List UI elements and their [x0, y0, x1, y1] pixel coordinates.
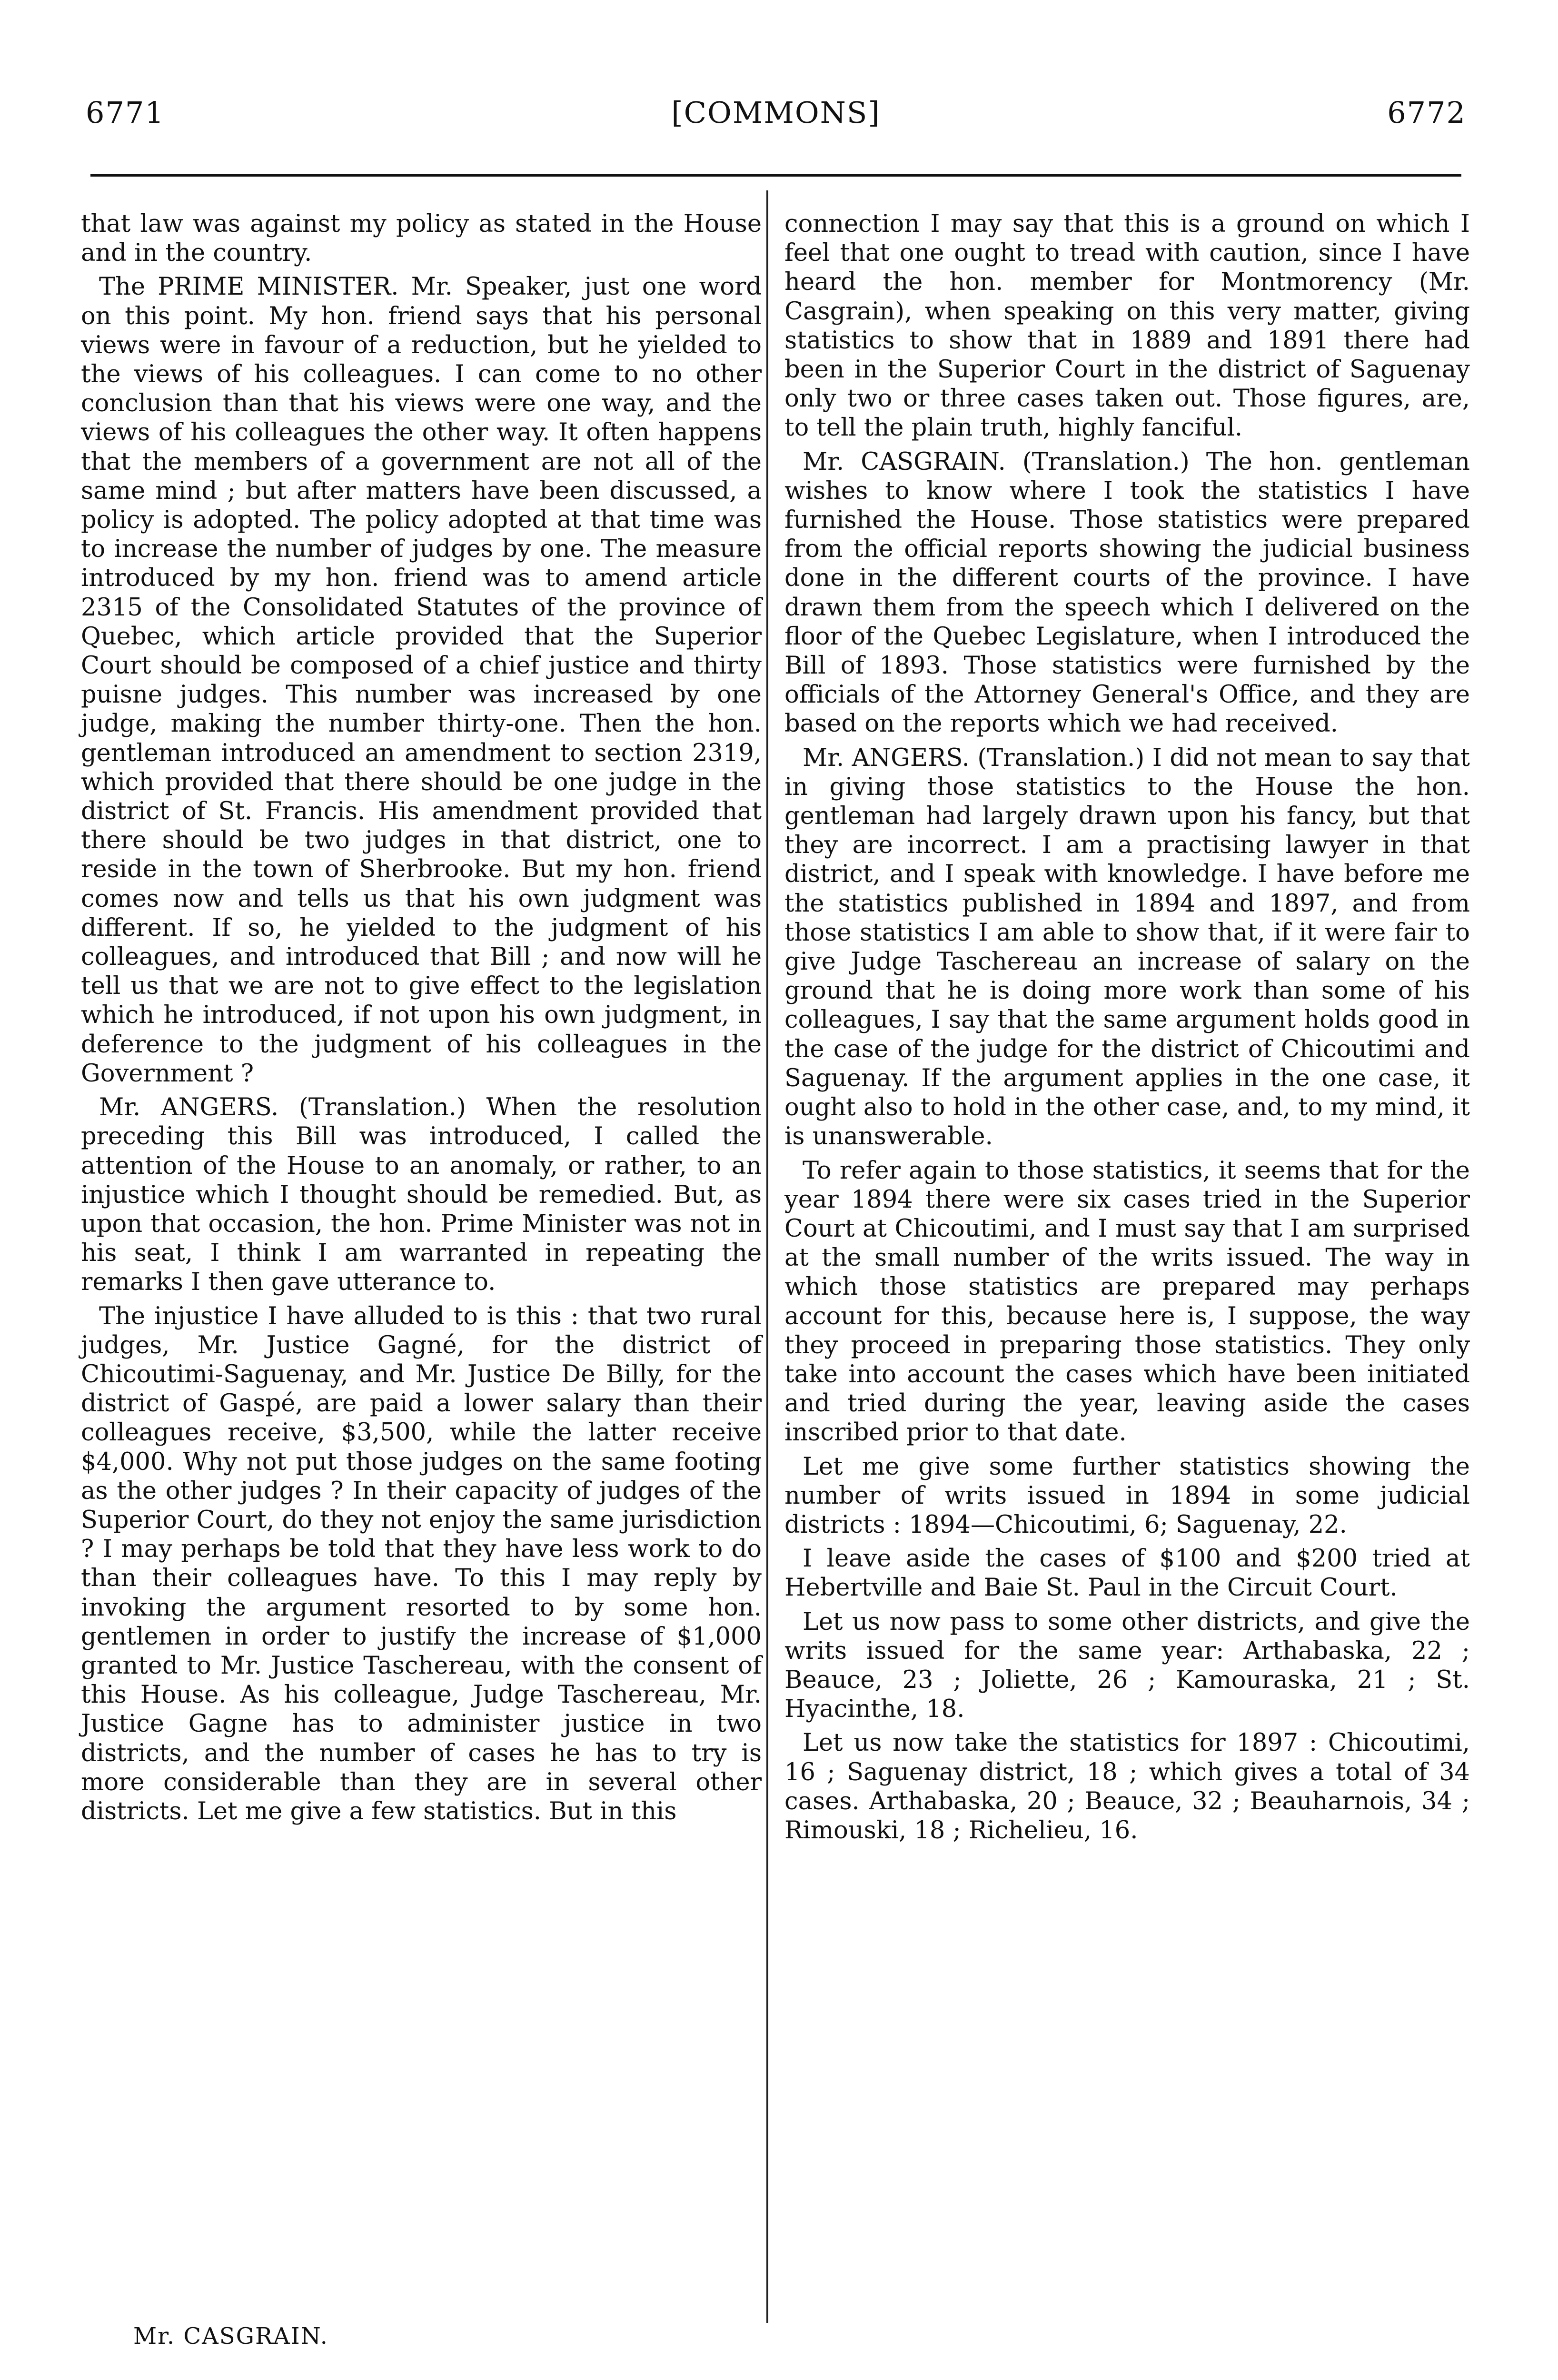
paragraph: To refer again to those statistics, it seems that for the year 1894 there were six cases tried in the Superior Court at Chicoutimi, and I must say that I am surprised at the small number of the writs issued. The way in which those statistics are prepared may perhaps account for this, because here is, I suppose, the way they proceed in preparing those statistics. They only take into account the cases which have been initiated and tried during the year, leaving aside the cases inscribed prior to that date.	[784, 1156, 1470, 1447]
paragraph: I leave aside the cases of $100 and $200 tried at Hebertville and Baie St. Paul in the Circuit Court.	[784, 1545, 1470, 1602]
paragraph: Mr. ANGERS. (Translation.) I did not mean to say that in giving those statistics to the House the hon. gentleman had largely drawn upon his fancy, but that they are incorrect. I am a practising lawyer in that district, and I speak with knowledge. I have before me the statistics published in 1894 and 1897, and from those statistics I am able to show that, if it were fair to give Judge Taschereau an increase of salary on the ground that he is doing more work than some of his colleagues, I say that the same argument holds good in the case of the judge for the district of Chicoutimi and Saguenay. If the argument applies in the one case, it ought also to hold in the other case, and, to my mind, it is unanswerable.	[784, 744, 1470, 1151]
paragraph: Let me give some further statistics showing the number of writs issued in 1894 in some judicial districts : 1894—Chicoutimi, 6; Saguenay, 22.	[784, 1452, 1470, 1539]
paragraph: Mr. ANGERS. (Translation.) When the resolution preceding this Bill was introduced, I called the attention of the House to an anomaly, or rather, to an injustice which I thought should be remedied. But, as upon that occasion, the hon. Prime Minister was not in his seat, I think I am warranted in repeating the remarks I then gave utterance to.	[81, 1093, 762, 1297]
paragraph: Mr. CASGRAIN. (Translation.) The hon. gentleman wishes to know where I took the statistics I have furnished the House. Those statistics were prepared from the official reports showing the judicial business done in the different courts of the province. I have drawn them from the speech which I delivered on the floor of the Quebec Legislature, when I introduced the Bill of 1893. Those statistics were furnished by the officials of the Attorney General's Office, and they are based on the reports which we had received.	[784, 447, 1470, 738]
paragraph: that law was against my policy as stated in the House and in the country.	[81, 210, 762, 268]
paragraph: Let us now take the statistics for 1897 : Chicoutimi, 16 ; Saguenay district, 18 ; which gives a total of 34 cases. Arthabaska, 20 ; Beauce, 32 ; Beauharnois, 34 ; Rimouski, 18 ; Richelieu, 16.	[784, 1729, 1470, 1844]
page-header	[86, 95, 1466, 138]
column-divider	[766, 190, 768, 2323]
paragraph: The injustice I have alluded to is this : that two rural judges, Mr. Justice Gagné, for the district of Chicoutimi-Saguenay, and Mr. Justice De Billy, for the district of Gaspé, are paid a lower salary than their colleagues receive, $3,500, while the latter receive $4,000. Why not put those judges on the same footing as the other judges ? In their capacity of judges of the Superior Court, do they not enjoy the same jurisdiction ? I may perhaps be told that they have less work to do than their colleagues have. To this I may reply by invoking the argument resorted to by some hon. gentlemen in order to justify the increase of $1,000 granted to Mr. Justice Taschereau, with the consent of this House. As his colleague, Judge Taschereau, Mr. Justice Gagne has to administer justice in two districts, and the number of cases he has to try is more considerable than they are in several other districts. Let me give a few statistics. But in this	[81, 1302, 762, 1825]
left-page-number: 6771	[86, 95, 165, 130]
right-column	[784, 209, 1470, 1850]
paragraph: connection I may say that this is a ground on which I feel that one ought to tread with caution, since I have heard the hon. member for Montmorency (Mr. Casgrain), when speaking on this very matter, giving statistics to show that in 1889 and 1891 there had been in the Superior Court in the district of Saguenay only two or three cases taken out. Those figures, are, to tell the plain truth, highly fanciful.	[784, 210, 1470, 442]
right-page-number: 6772	[1387, 95, 1466, 130]
header-rule	[90, 174, 1461, 177]
page-footer: Mr. CASGRAIN.	[133, 2323, 328, 2350]
paragraph: Let us now pass to some other districts, and give the writs issued for the same year: Arthabaska, 22 ; Beauce, 23 ; Joliette, 26 ; Kamouraska, 21 ; St. Hyacinthe, 18.	[784, 1607, 1470, 1724]
left-column	[81, 209, 762, 1831]
running-title: [COMMONS]	[671, 95, 881, 130]
paragraph: The PRIME MINISTER. Mr. Speaker, just one word on this point. My hon. friend says that his personal views were in favour of a reduction, but he yielded to the views of his colleagues. I can come to no other conclusion than that his views were one way, and the views of his colleagues the other way. It often happens that the members of a government are not all of the same mind ; but after matters have been discussed, a policy is adopted. The policy adopted at that time was to increase the number of judges by one. The measure introduced by my hon. friend was to amend article 2315 of the Consolidated Statutes of the province of Quebec, which article provided that the Superior Court should be composed of a chief justice and thirty puisne judges. This number was increased by one judge, making the number thirty-one. Then the hon. gentleman introduced an amendment to section 2319, which provided that there should be one judge in the district of St. Francis. His amendment provided that there should be two judges in that district, one to reside in the town of Sherbrooke. But my hon. friend comes now and tells us that his own judgment was different. If so, he yielded to the judgment of his colleagues, and introduced that Bill ; and now will he tell us that we are not to give effect to the legislation which he introduced, if not upon his own judgment, in deference to the judgment of his colleagues in the Government ?	[81, 273, 762, 1088]
